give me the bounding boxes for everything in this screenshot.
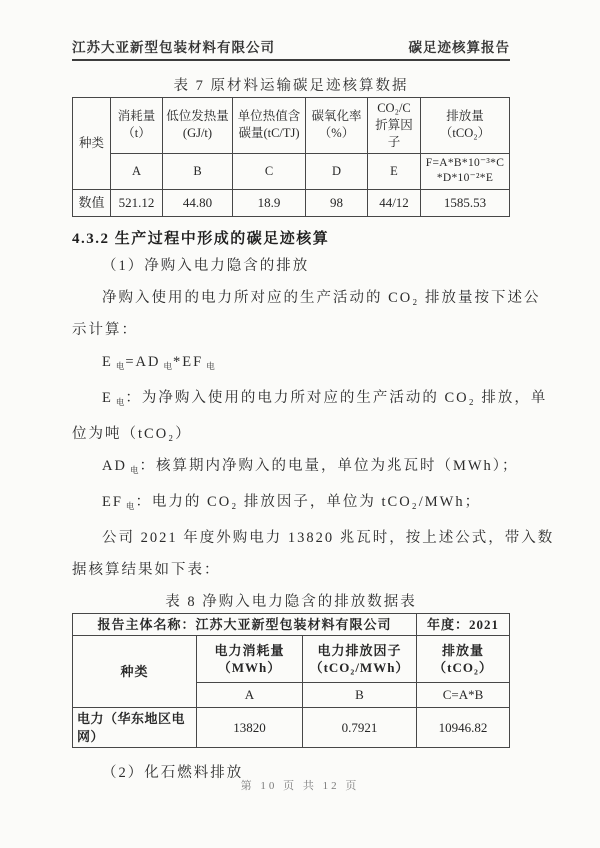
table7-symbol-a: A	[111, 153, 163, 189]
definition-e-text: ：为净购入使用的电力所对应的生产活动的 CO₂ 排放，单	[125, 389, 548, 406]
formula-term-ad: =AD	[125, 353, 161, 370]
definition-ad	[72, 450, 519, 486]
table8-symbol-b: B	[303, 683, 417, 708]
table7-header-row	[73, 98, 510, 154]
section-item-2: （2）化石燃料排放	[102, 765, 244, 782]
subscript-dian: 电	[115, 396, 125, 407]
subscript-dian: 电	[125, 500, 135, 511]
paragraph2-line2: 据核算结果如下表：	[72, 561, 221, 578]
table7-value-consumption: 521.12	[111, 189, 163, 216]
table7-value-carbon-content: 18.9	[233, 189, 306, 216]
table7-symbol-c: C	[233, 153, 306, 189]
definition-e-symbol: E	[102, 389, 113, 406]
table7-header-oxidation-rate: 碳氧化率 （%）	[306, 98, 368, 154]
paragraph2-line1: 公司 2021 年度外购电力 13820 兆瓦时，按上述公式，带入数	[102, 529, 555, 546]
table8-header-emission-factor: 电力排放因子 （tCO₂/MWh）	[303, 636, 417, 683]
table8-corner-cell: 种类	[73, 636, 197, 708]
table8-header-consumption: 电力消耗量 （MWh）	[197, 636, 303, 683]
section-item-1: （1）净购入电力隐含的排放	[102, 257, 310, 274]
definition-e-line2: 位为吨（tCO₂）	[72, 425, 192, 442]
subscript-dian: 电	[129, 464, 139, 475]
page-number: 第 10 页 共 12 页	[240, 780, 360, 792]
running-header	[72, 36, 510, 61]
table7-symbol-row	[73, 153, 510, 189]
section-heading-432: 4.3.2 生产过程中形成的碳足迹核算	[72, 230, 330, 247]
table8-subject-row	[73, 613, 510, 636]
table7-symbol-e: E	[368, 153, 421, 189]
table8-symbol-a: A	[197, 683, 303, 708]
table8-year-cell: 年度：2021	[417, 613, 510, 636]
table7-row-label: 数值	[73, 189, 111, 216]
table8-value-emission: 10946.82	[417, 708, 510, 748]
table7-header-consumption: 消耗量 （t）	[111, 98, 163, 154]
table8-caption: 表 8 净购入电力隐含的排放数据表	[165, 593, 417, 610]
table8-value-consumption: 13820	[197, 708, 303, 748]
definition-ef	[72, 486, 510, 522]
definition-ad-symbol: AD	[102, 457, 127, 474]
table7-value-ncv: 44.80	[163, 189, 233, 216]
table7-symbol-f-formula: F=A*B*10⁻³*C*D*10⁻²*E	[421, 153, 510, 189]
table7-corner-cell: 种类	[73, 98, 111, 190]
table8-purchased-electricity	[72, 613, 510, 749]
formula-term-e: E	[102, 353, 113, 370]
table7-header-ncv: 低位发热量(GJ/t)	[163, 98, 233, 154]
table8-symbol-c-formula: C=A*B	[417, 683, 510, 708]
definition-ad-text: ：核算期内净购入的电量，单位为兆瓦时（MWh）；	[139, 457, 519, 474]
table7-header-carbon-content: 单位热值含碳量(tC/TJ)	[233, 98, 306, 154]
definition-ef-symbol: EF	[102, 493, 123, 510]
subscript-dian: 电	[206, 360, 215, 371]
table8-subject-cell: 报告主体名称：江苏大亚新型包装材料有限公司	[73, 613, 417, 636]
table8-header-emission: 排放量 （tCO₂）	[417, 636, 510, 683]
subscript-dian: 电	[115, 360, 125, 371]
table8-header-row	[73, 636, 510, 683]
table7-value-co2c-factor: 44/12	[368, 189, 421, 216]
table7-symbol-d: D	[306, 153, 368, 189]
definition-ef-text: ：电力的 CO₂ 排放因子，单位为 tCO₂/MWh；	[135, 493, 482, 510]
table7-raw-material-transport	[72, 97, 510, 217]
paragraph1-line2: 示计算：	[72, 321, 138, 338]
definition-e-line1	[72, 382, 548, 418]
report-title: 碳足迹核算报告	[408, 40, 510, 55]
table7-value-row	[73, 189, 510, 216]
table7-value-emission: 1585.53	[421, 189, 510, 216]
table8-row-label: 电力（华东地区电网）	[73, 708, 197, 748]
table8-value-emission-factor: 0.7921	[303, 708, 417, 748]
subscript-dian: 电	[163, 360, 173, 371]
company-name: 江苏大亚新型包装材料有限公司	[72, 40, 275, 55]
table7-header-co2c-factor: CO₂/C 折算因子	[368, 98, 421, 154]
formula-term-ef: *EF	[173, 353, 204, 370]
electricity-formula	[72, 346, 510, 382]
table8-value-row	[73, 708, 510, 748]
table7-caption: 表 7 原材料运输碳足迹核算数据	[173, 78, 409, 94]
paragraph1-line1: 净购入使用的电力所对应的生产活动的 CO₂ 排放量按下述公	[102, 289, 541, 306]
table7-header-emission: 排放量 （tCO₂）	[421, 98, 510, 154]
table7-value-oxidation-rate: 98	[306, 189, 368, 216]
table7-symbol-b: B	[163, 153, 233, 189]
